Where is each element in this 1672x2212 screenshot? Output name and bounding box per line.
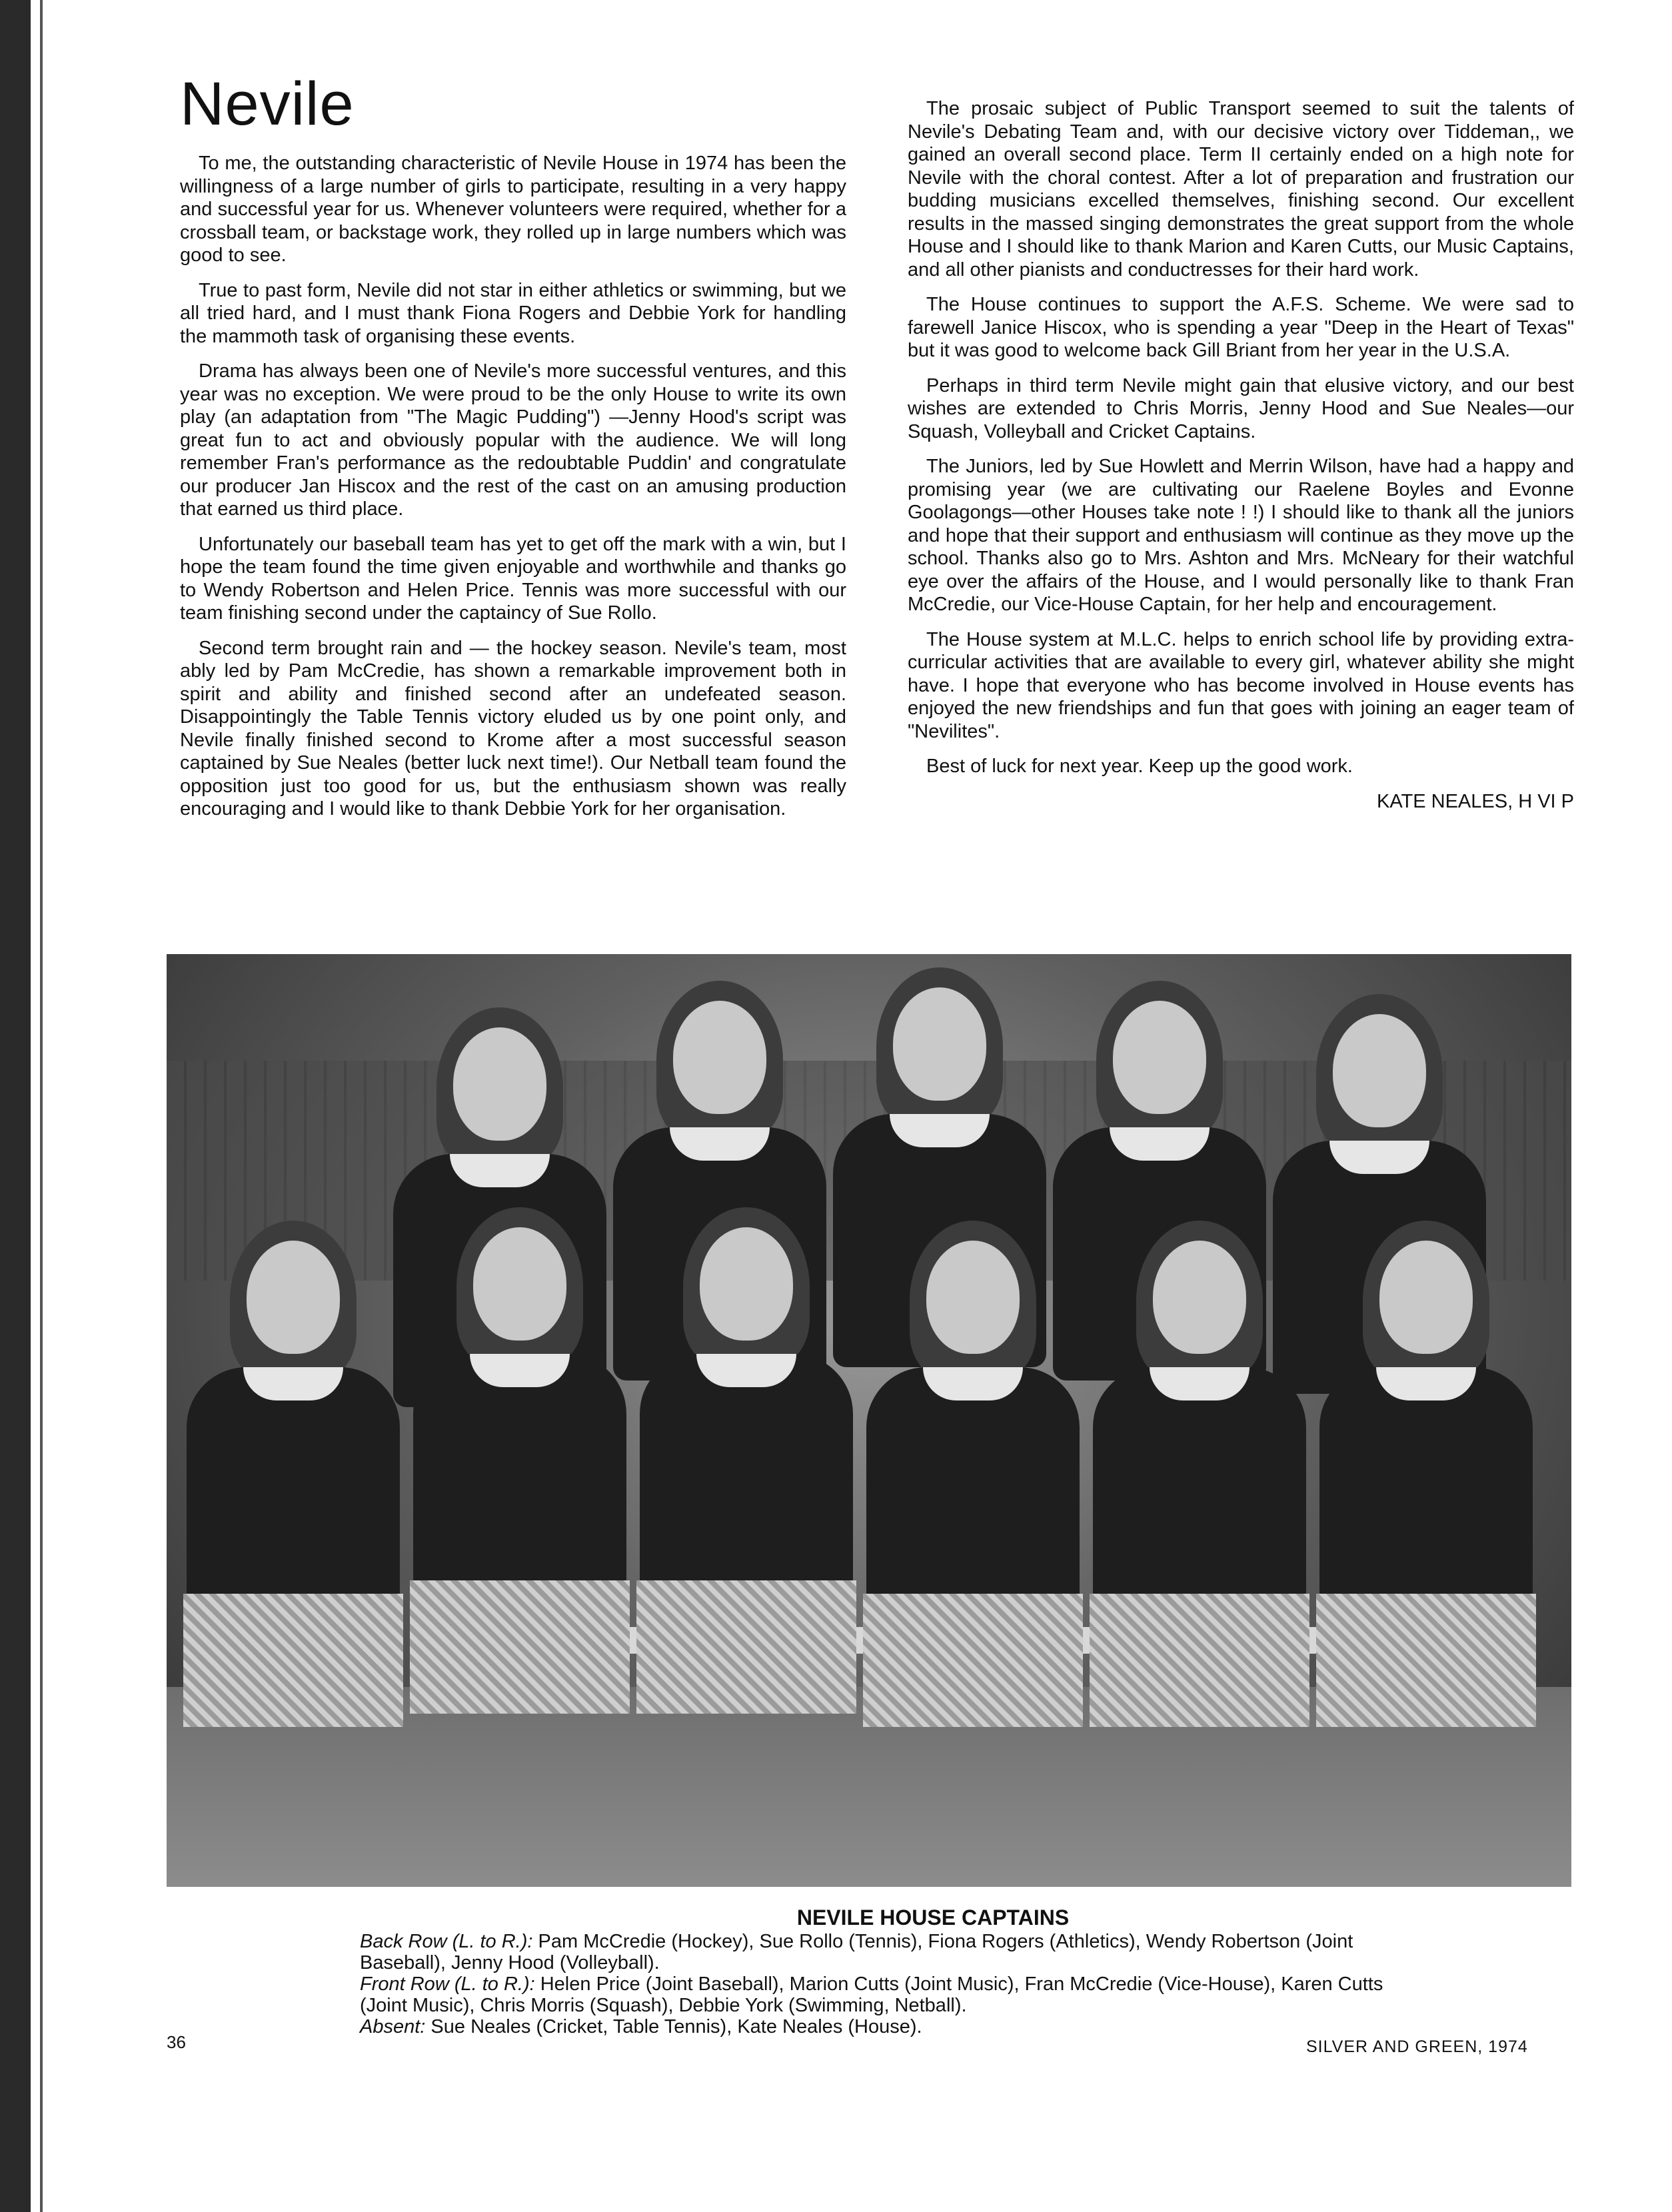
caption-label: Absent:: [360, 2016, 426, 2037]
group-photo: [167, 954, 1571, 1887]
paragraph: The House system at M.L.C. helps to enrich school life by providing extra-curricular activities that are available to every girl, whatever ability she might have. I hope that everyone who has become involved in House events has enjoyed the new friendships and fun that goes with joining an eager team of "Nevilites".: [908, 628, 1574, 742]
photo-person: [633, 1207, 860, 1740]
caption-label: Front Row (L. to R.):: [360, 1973, 535, 1995]
paragraph: Drama has always been one of Nevile's more successful ventures, and this year was no exception. We were proud to be the only House to write its own play (an adaptation from "The Magic Pudding") —Jenny Hood's script was great fun to act and obviously popular with the audience. We will long remember Fran's performance as the redoubtable Puddin' and congratulate our producer Jan Hiscox and the rest of the cast on an amusing production that earned us third place.: [180, 360, 846, 520]
paragraph: Unfortunately our baseball team has yet to get off the mark with a win, but I hope the team found the time given enjoyable and worthwhile and thanks go to Wendy Robertson and Helen Price. Tennis was more successful with our team finishing second under the captaincy of Sue Rollo.: [180, 533, 846, 624]
paragraph: True to past form, Nevile did not star in either athletics or swimming, but we all tried hard, and I must thank Fiona Rogers and Debbie York for handling the mammoth task of organising these events.: [180, 279, 846, 347]
photo-person: [1086, 1221, 1313, 1754]
running-footer: SILVER AND GREEN, 1974: [1306, 2037, 1528, 2056]
author-signature: KATE NEALES, H VI P: [1376, 790, 1574, 812]
caption-title: NEVILE HOUSE CAPTAINS: [796, 1906, 1070, 1930]
left-column: [180, 152, 846, 833]
paragraph: Perhaps in third term Nevile might gain that elusive victory, and our best wishes are extended to Chris Morris, Jenny Hood and Sue Neales—our Squash, Volleyball and Cricket Captains.: [908, 374, 1574, 442]
paragraph: Second term brought rain and — the hockey season. Nevile's team, most ably led by Pam McCredie, has shown a remarkable improvement both in spirit and ability and finished second after an undefeated season. Disappointingly the Table Tennis victory eluded us by one point only, and Nevile finally finished second to Krome after a most successful season captained by Sue Neales (better luck next time!). Our Netball team found the opposition just too good for us, but the enthusiasm shown was really encouraging and I would like to thank Debbie York for her organisation.: [180, 637, 846, 820]
caption-text: Sue Neales (Cricket, Table Tennis), Kate Neales (House).: [430, 2016, 922, 2037]
page-title: Nevile: [180, 70, 355, 138]
photo-person: [860, 1221, 1086, 1754]
binding-edge: [40, 0, 43, 2212]
photo-caption: [360, 1907, 1386, 2037]
caption-text: Helen Price (Joint Baseball), Marion Cutts (Joint Music), Fran McCredie (Vice-House), Karen Cutts (Joint Music), Chris Morris (Squash), Debbie York (Swimming, Netball).: [360, 1973, 1383, 2016]
paragraph: Best of luck for next year. Keep up the good work.: [926, 756, 1353, 777]
caption-text: Pam McCredie (Hockey), Sue Rollo (Tennis), Fiona Rogers (Athletics), Wendy Robertson (Joint Baseball), Jenny Hood (Volleyball).: [360, 1931, 1353, 1973]
caption-front-row: [360, 1973, 1386, 2016]
paragraph: The Juniors, led by Sue Howlett and Merrin Wilson, have had a happy and promising year (we are cultivating our Raelene Boyles and Evonne Goolagongs—other Houses take note ! !) I should like to thank all the juniors and hope that their support and enthusiasm will continue as they move up the school. Thanks also go to Mrs. Ashton and Mrs. McNeary for their watchful eye over the affairs of the House, and I would personally like to thank Fran McCredie, our Vice-House Captain, for her help and encouragement.: [908, 456, 1574, 615]
right-column: [908, 97, 1574, 813]
photo-person: [407, 1207, 633, 1740]
caption-absent: [360, 2016, 1386, 2037]
caption-back-row: [360, 1931, 1386, 1973]
photo-person: [1313, 1221, 1539, 1754]
paragraph: The House continues to support the A.F.S. Scheme. We were sad to farewell Janice Hiscox, who is spending a year "Deep in the Heart of Texas" but it was good to welcome back Gill Briant from her year in the U.S.A.: [908, 294, 1574, 361]
caption-label: Back Row (L. to R.):: [360, 1931, 533, 1952]
paragraph: The prosaic subject of Public Transport seemed to suit the talents of Nevile's Debating Team and, with our decisive victory over Tiddeman,, we gained an overall second place. Term II certainly ended on a high note for Nevile with the choral contest. After a lot of preparation and frustration our budding musicians excelled themselves, finishing second. Our excellent results in the massed singing demonstrates the great support from the whole House and I should like to thank Marion and Karen Cutts, our Music Captains, and all other pianists and conductresses for their hard work.: [908, 98, 1574, 280]
paragraph: To me, the outstanding characteristic of Nevile House in 1974 has been the willingness of a large number of girls to participate, resulting in a very happy and successful year for us. Whenever volunteers were required, whether for a crossball team, or backstage work, they rolled up in large numbers which was good to see.: [180, 153, 846, 266]
binding-gutter: [0, 0, 31, 2212]
page-number: 36: [167, 2032, 186, 2052]
photo-person: [180, 1221, 407, 1754]
